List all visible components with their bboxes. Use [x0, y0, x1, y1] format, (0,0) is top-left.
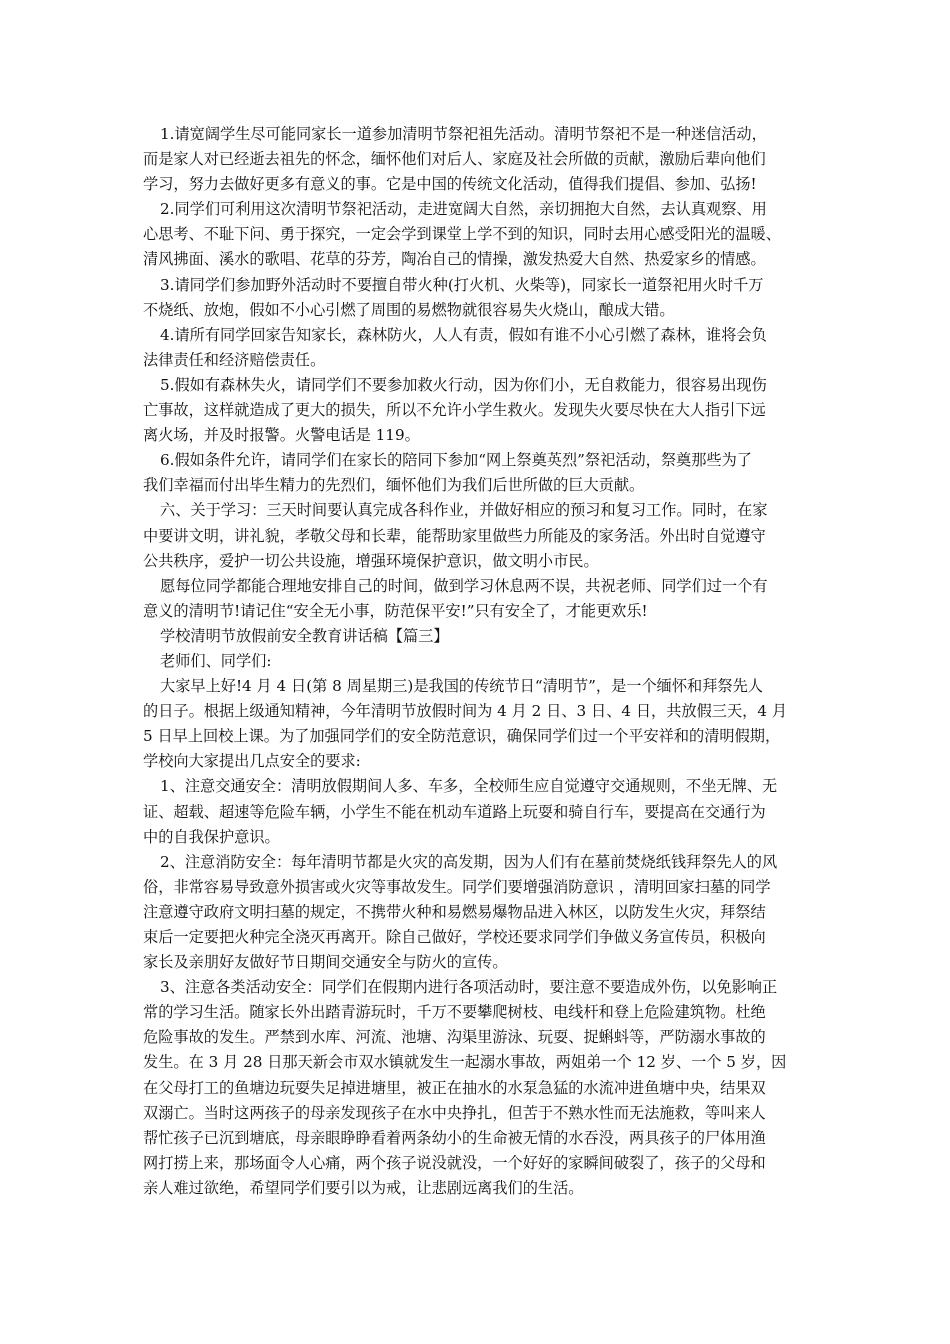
text-line: 六、关于学习：三天时间要认真完成各科作业，并做好相应的预习和复习工作。同时，在家 — [160, 501, 768, 520]
text-line: 意义的清明节!请记住“安全无小事，防范保平安!”只有安全了，才能更欢乐! — [143, 601, 648, 620]
text-line: 4.请所有同学回家告知家长，森林防火，人人有责，假如有谁不小心引燃了森林，谁将会负 — [160, 325, 767, 344]
text-line: 学习，努力去做好更多有意义的事。它是中国的传统文化活动，值得我们提倡、参加、弘扬! — [143, 175, 757, 194]
text-line: 发生。在 3 月 28 日那天新会市双水镇就发生一起溺水事故，两姐弟一个 12 岁、一个 5 岁，因 — [143, 1053, 787, 1072]
text-line: 5.假如有森林失火，请同学们不要参加救火行动，因为你们小，无自救能力，很容易出现伤 — [160, 375, 767, 394]
text-line: 2.同学们可利用这次清明节祭祀活动，走进宽阔大自然，亲切拥抱大自然，去认真观察、用 — [160, 200, 767, 219]
text-line: 中要讲文明，讲礼貌，孝敬父母和长辈，能帮助家里做些力所能及的家务活。外出时自觉遵守 — [143, 526, 766, 545]
text-line: 清风拂面、溪水的歌唱、花草的芬芳，陶冶自己的情操，激发热爱大自然、热爱家乡的情感。 — [143, 250, 766, 269]
text-line: 法律责任和经济赔偿责任。 — [143, 350, 326, 369]
text-line: 的日子。根据上级通知精神，今年清明节放假时间为 4 月 2 日、3 日、4 日，共放假三天，4 月 — [143, 702, 788, 721]
document-body — [143, 122, 809, 1201]
text-line: 我们幸福而付出毕生精力的先烈们，缅怀他们为我们后世所做的巨大贡献。 — [143, 476, 645, 495]
text-line: 愿每位同学都能合理地安排自己的时间，做到学习休息两不误，共祝老师、同学们过一个有 — [160, 576, 768, 595]
text-line: 心思考、不耻下问、勇于探究，一定会学到课堂上学不到的知识，同时去用心感受阳光的温暖、 — [143, 225, 781, 244]
text-line: 常的学习生活。随家长外出踏青游玩时，千万不要攀爬树枝、电线杆和登上危险建筑物。杜绝 — [143, 1003, 766, 1022]
text-line: 3.请同学们参加野外活动时不要擅自带火种(打火机、火柴等)，同家长一道祭祀用火时千万 — [160, 275, 764, 294]
text-line: 不烧纸、放炮，假如不小心引燃了周围的易燃物就很容易失火烧山，酿成大错。 — [143, 300, 675, 319]
text-line: 公共秩序，爱护一切公共设施，增强环境保护意识，做文明小市民。 — [143, 551, 599, 570]
text-line: 束后一定要把火种完全浇灭再离开。除自己做好，学校还要求同学们争做义务宣传员，积极向 — [143, 928, 766, 946]
text-line: 证、超载、超速等危险车辆，小学生不能在机动车道路上玩耍和骑自行车，要提高在交通行为 — [143, 802, 766, 821]
text-line: 帮忙孩子已沉到塘底，母亲眼睁睁看着两条幼小的生命被无情的水吞没，两具孩子的尸体用渔 — [143, 1128, 766, 1147]
text-line: 6.假如条件允许，请同学们在家长的陪同下参加“网上祭奠英烈”祭祀活动，祭奠那些为了 — [160, 451, 752, 470]
text-line: 而是家人对已经逝去祖先的怀念，缅怀他们对后人、家庭及社会所做的贡献，激励后辈向他们 — [143, 150, 766, 169]
text-line: 中的自我保护意识。 — [143, 827, 280, 846]
text-line: 学校清明节放假前安全教育讲话稿【篇三】 — [160, 626, 449, 645]
text-line: 2、注意消防安全：每年清明节都是火灾的高发期，因为人们有在墓前焚烧纸钱拜祭先人的风 — [160, 852, 778, 871]
text-line: 离火场，并及时报警。火警电话是 119。 — [143, 426, 420, 445]
text-line: 网打捞上来，那场面令人心痛，两个孩子说没就没，一个好好的家瞬间破裂了，孩子的父母和 — [143, 1153, 766, 1172]
text-line: 1、注意交通安全：清明放假期间人多、车多，全校师生应自觉遵守交通规则，不坐无牌、无 — [160, 777, 778, 796]
text-line: 在父母打工的鱼塘边玩耍失足掉进塘里，被正在抽水的水泵急猛的水流冲进鱼塘中央，结果双 — [143, 1078, 766, 1097]
text-line: 亡事故，这样就造成了更大的损失，所以不允许小学生救火。发现失火要尽快在大人指引下远 — [143, 401, 766, 420]
text-line: 大家早上好!4 月 4 日(第 8 周星期三)是我国的传统节日“清明节”，是一个缅怀和拜祭先人 — [160, 677, 763, 696]
text-line: 俗，非常容易导致意外损害或火灾等事故发生。同学们要增强消防意识 ，清明回家扫墓的同学 — [143, 877, 771, 896]
text-line: 老师们、同学们: — [160, 651, 272, 670]
text-line: 亲人难过欲绝，希望同学们要引以为戒，让悲剧远离我们的生活。 — [143, 1178, 584, 1197]
text-line: 双溺亡。当时这两孩子的母亲发现孩子在水中央挣扎，但苦于不熟水性而无法施救，等叫来人 — [143, 1103, 766, 1122]
text-line: 1.请宽阔学生尽可能同家长一道参加清明节祭祀祖先活动。清明节祭祀不是一种迷信活动， — [160, 125, 767, 143]
text-line: 5 日早上回校上课。为了加强同学们的安全防范意识，确保同学们过一个平安祥和的清明假期， — [143, 727, 781, 746]
text-line: 危险事故的发生。严禁到水库、河流、池塘、沟渠里游泳、玩耍、捉蝌蚪等，严防溺水事故的 — [143, 1028, 766, 1047]
text-line: 3、注意各类活动安全：同学们在假期内进行各项活动时，要注意不要造成外伤，以免影响正 — [160, 978, 778, 997]
text-line: 家长及亲朋好友做好节日期间交通安全与防火的宣传。 — [143, 953, 508, 972]
text-line: 注意遵守政府文明扫墓的规定，不携带火种和易燃易爆物品进入林区，以防发生火灾，拜祭结 — [143, 902, 766, 921]
text-line: 学校向大家提出几点安全的要求: — [143, 752, 361, 771]
